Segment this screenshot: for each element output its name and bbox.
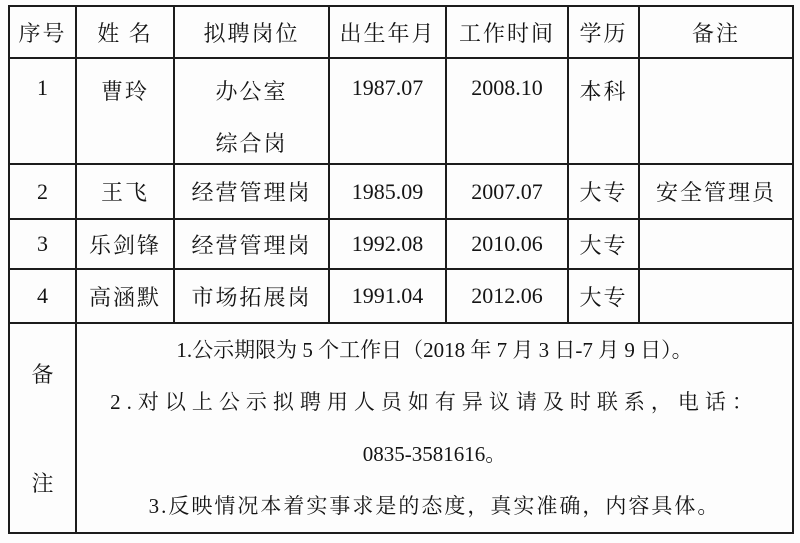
- header-no: 序号: [9, 6, 76, 58]
- cell-remark: [639, 219, 793, 269]
- notes-content-cell: [76, 323, 793, 533]
- table-row: [9, 58, 793, 164]
- header-remark: 备注: [639, 6, 793, 58]
- cell-work-time: 2010.06: [446, 219, 568, 269]
- header-position: 拟聘岗位: [174, 6, 329, 58]
- cell-birth-date: 1992.08: [329, 219, 446, 269]
- header-work-time: 工作时间: [446, 6, 568, 58]
- notes-label-char: 备: [31, 362, 54, 387]
- position-line: 办公室: [215, 79, 288, 104]
- notes-row: [9, 323, 793, 533]
- table-row: [9, 269, 793, 323]
- cell-position: [174, 58, 329, 164]
- header-birth-date: 出生年月: [329, 6, 446, 58]
- cell-no: 3: [9, 219, 76, 269]
- cell-no: 1: [9, 58, 76, 164]
- cell-name: 曹玲: [76, 58, 174, 164]
- note-line: 1.公示期限为 5 个工作日（2018 年 7 月 3 日-7 月 9 日）。: [176, 338, 693, 362]
- cell-birth-date: 1987.07: [329, 58, 446, 164]
- cell-remark: 安全管理员: [639, 164, 793, 219]
- header-name: 姓 名: [76, 6, 174, 58]
- cell-work-time: 2008.10: [446, 58, 568, 164]
- table-row: [9, 219, 793, 269]
- table-row: [9, 164, 793, 219]
- cell-no: 4: [9, 269, 76, 323]
- cell-position: 经营管理岗: [174, 164, 329, 219]
- notes-label-char: 注: [31, 471, 54, 496]
- cell-position: 市场拓展岗: [174, 269, 329, 323]
- cell-name: 高涵默: [76, 269, 174, 323]
- header-row: [9, 6, 793, 58]
- notes-label: [10, 324, 75, 532]
- note-line: 2.对以上公示拟聘用人员如有异议请及时联系，电话：: [110, 390, 759, 414]
- cell-education: 大专: [568, 269, 639, 323]
- cell-name: 乐剑锋: [76, 219, 174, 269]
- cell-position: 经营管理岗: [174, 219, 329, 269]
- note-line: 3.反映情况本着实事求是的态度，真实准确，内容具体。: [148, 494, 721, 518]
- cell-remark: [639, 58, 793, 164]
- cell-birth-date: 1985.09: [329, 164, 446, 219]
- cell-no: 2: [9, 164, 76, 219]
- cell-education: 大专: [568, 219, 639, 269]
- recruitment-table: [8, 5, 794, 534]
- cell-birth-date: 1991.04: [329, 269, 446, 323]
- cell-work-time: 2007.07: [446, 164, 568, 219]
- header-education: 学历: [568, 6, 639, 58]
- position-line: 综合岗: [215, 131, 288, 156]
- cell-work-time: 2012.06: [446, 269, 568, 323]
- note-line: 0835-3581616。: [362, 442, 507, 466]
- cell-education: 本科: [568, 58, 639, 164]
- cell-name: 王飞: [76, 164, 174, 219]
- cell-education: 大专: [568, 164, 639, 219]
- cell-remark: [639, 269, 793, 323]
- notes-label-cell: [9, 323, 76, 533]
